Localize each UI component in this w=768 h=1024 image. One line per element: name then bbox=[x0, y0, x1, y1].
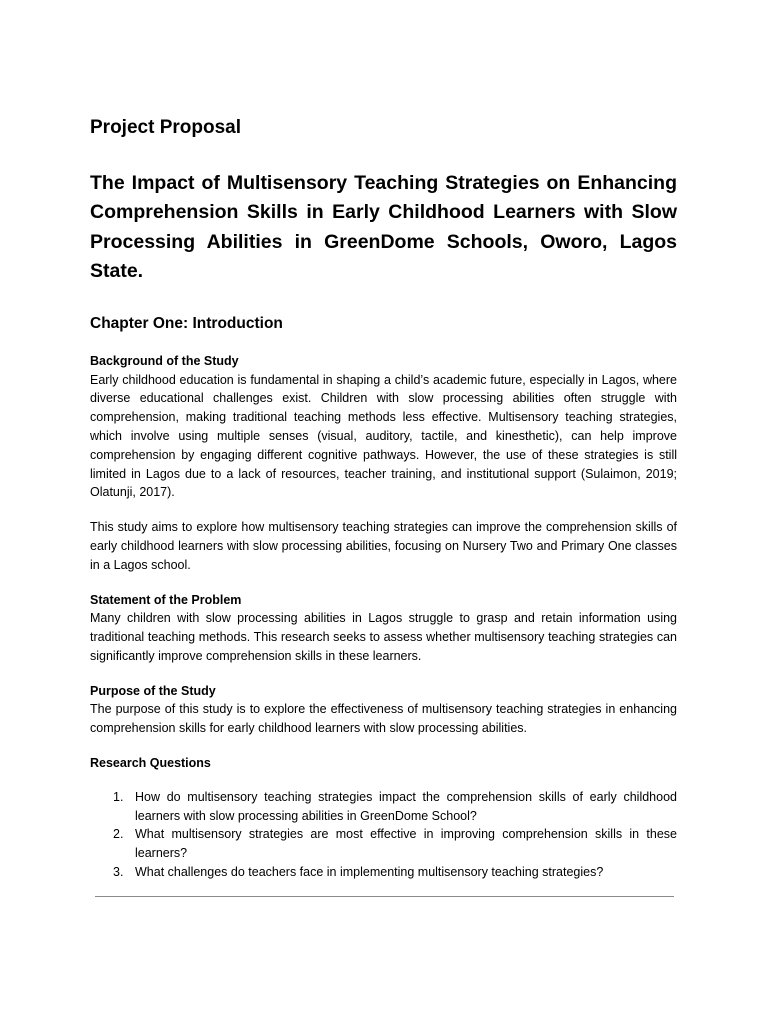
background-paragraph-1: Early childhood education is fundamental in shaping a child’s academic future, especially in Lagos, where diverse educational challenges exist. Children with slow processing abilities often struggle with comprehension, making traditional teaching methods less effective. Multisensory teaching strategies, which involve using multiple senses (visual, auditory, tactile, and kinesthetic), can help improve comprehension by engaging different cognitive pathways. However, the use of these strategies is still limited in Lagos due to a lack of resources, teacher training, and institutional support (Sulaimon, 2019; Olatunji, 2017). bbox=[90, 372, 677, 500]
list-item-text: How do multisensory teaching strategies impact the comprehension skills of early childhood learners with slow processing abilities in GreenDome School? bbox=[135, 790, 677, 823]
list-item-number: 3. bbox=[113, 864, 124, 879]
document-title: The Impact of Multisensory Teaching Strategies on Enhancing Comprehension Skills in Early Childhood Learners with Slow Processing Abilities in GreenDome Schools, Oworo, Lagos State. bbox=[90, 172, 677, 282]
list-item bbox=[90, 825, 677, 862]
purpose-paragraph: The purpose of this study is to explore the effectiveness of multisensory teaching strategies in enhancing comprehension skills for early childhood learners with slow processing abilities. bbox=[90, 702, 677, 735]
page-divider bbox=[95, 896, 674, 897]
document-label: Project Proposal bbox=[90, 117, 241, 138]
section-problem bbox=[90, 591, 677, 666]
section-heading-purpose: Purpose of the Study bbox=[90, 683, 216, 698]
list-item-text: What multisensory strategies are most effective in improving comprehension skills in these learners? bbox=[135, 827, 677, 860]
research-questions-list bbox=[90, 788, 677, 881]
list-item bbox=[90, 863, 677, 882]
list-item bbox=[90, 788, 677, 825]
background-paragraph-2: This study aims to explore how multisensory teaching strategies can improve the comprehension skills of early childhood learners with slow processing abilities, focusing on Nursery Two and Primary One classes in a Lagos school. bbox=[90, 520, 677, 572]
section-heading-problem: Statement of the Problem bbox=[90, 592, 242, 607]
section-research-questions bbox=[90, 754, 677, 881]
section-purpose bbox=[90, 682, 677, 738]
section-background bbox=[90, 352, 677, 574]
list-item-number: 2. bbox=[113, 827, 124, 842]
document-content bbox=[90, 115, 677, 881]
problem-paragraph: Many children with slow processing abilities in Lagos struggle to grasp and retain information using traditional teaching methods. This research seeks to assess whether multisensory teaching strategies can significantly improve comprehension skills in these learners. bbox=[90, 611, 677, 663]
chapter-heading: Chapter One: Introduction bbox=[90, 315, 283, 333]
section-heading-research-questions: Research Questions bbox=[90, 755, 211, 770]
list-item-number: 1. bbox=[113, 790, 124, 805]
list-item-text: What challenges do teachers face in implementing multisensory teaching strategies? bbox=[135, 864, 604, 879]
section-heading-background: Background of the Study bbox=[90, 354, 239, 369]
